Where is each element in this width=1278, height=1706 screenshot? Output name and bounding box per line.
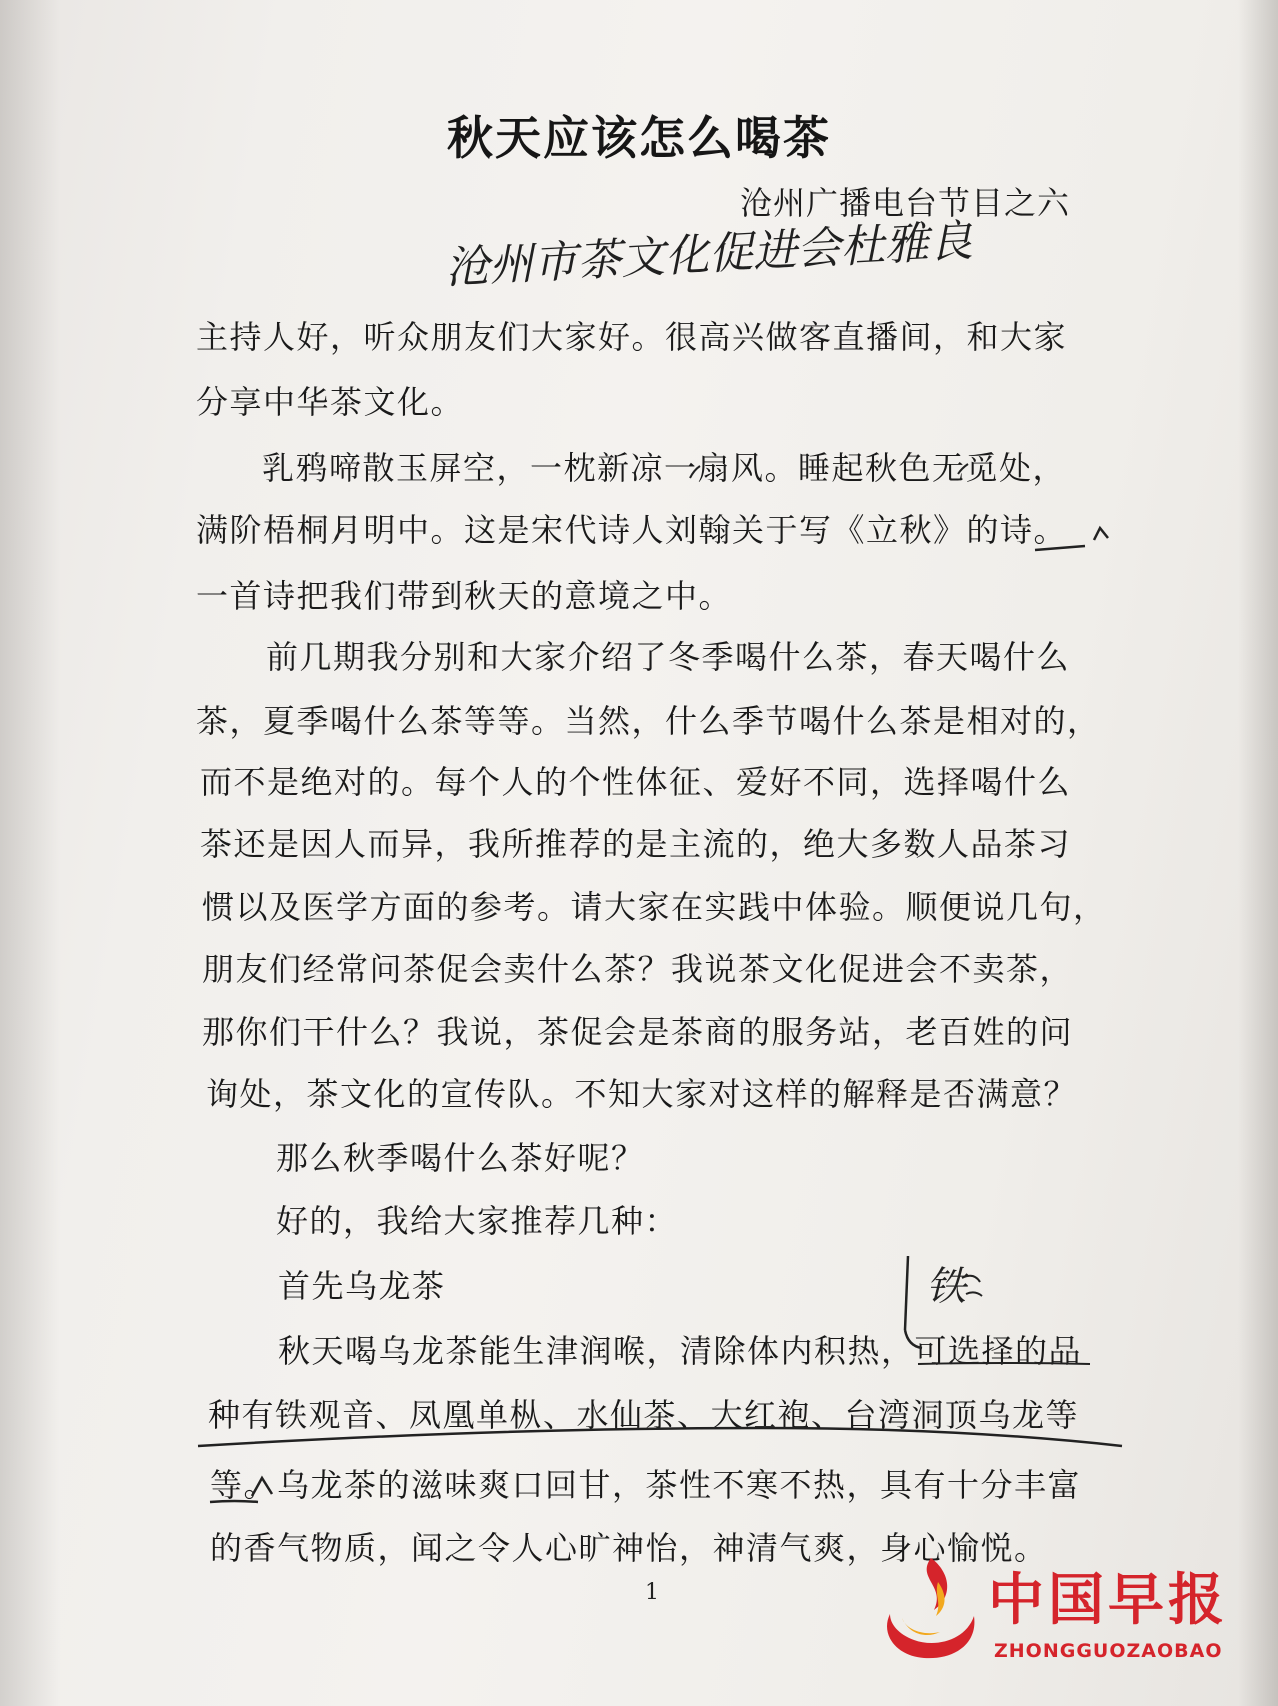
document-subtitle: 沧州广播电台节目之六 — [740, 184, 1071, 222]
body-line: 惯以及医学方面的参考。请大家在实践中体验。顺便说几句， — [202, 888, 1107, 926]
page-shadow-right — [1238, 0, 1278, 1706]
body-line: 等。乌龙茶的滋味爽口回甘，茶性不寒不热，具有十分丰富 — [210, 1466, 1082, 1504]
watermark-pinyin: ZHONGGUOZAOBAO — [994, 1640, 1223, 1662]
handwritten-author-line: 沧州市茶文化促进会杜雅良 — [443, 215, 974, 294]
body-line: 秋天喝乌龙茶能生津润喉，清除体内积热，可选择的品 — [278, 1332, 1083, 1370]
body-line: 满阶梧桐月明中。这是宋代诗人刘翰关于写《立秋》的诗。 — [196, 511, 1068, 549]
body-line: 询处，茶文化的宣传队。不知大家对这样的解释是否满意？ — [206, 1075, 1078, 1113]
watermark-logo — [876, 1548, 1256, 1688]
flame-logo-icon — [876, 1552, 986, 1664]
body-line: 茶，夏季喝什么茶等等。当然，什么季节喝什么茶是相对的， — [196, 702, 1101, 740]
body-line: 而不是绝对的。每个人的个性体征、爱好不同，选择喝什么 — [200, 763, 1072, 801]
caret-mark — [1094, 528, 1108, 540]
body-line: 朋友们经常问茶促会卖什么茶？我说茶文化促进会不卖茶， — [202, 950, 1074, 988]
body-line: 一首诗把我们带到秋天的意境之中。 — [196, 577, 733, 615]
body-line: 种有铁观音、凤凰单枞、水仙茶、大红袍、台湾洞顶乌龙等 — [208, 1396, 1080, 1434]
page-number: 1 — [645, 1580, 659, 1605]
body-line: 好的，我给大家推荐几种： — [276, 1202, 679, 1240]
document-title: 秋天应该怎么喝茶 — [447, 111, 831, 165]
body-line: 那你们干什么？我说，茶促会是茶商的服务站，老百姓的问 — [202, 1013, 1074, 1051]
handwritten-margin-note: 铁 — [926, 1264, 966, 1310]
section-heading: 首先乌龙茶 — [278, 1267, 446, 1305]
page-shadow-left — [0, 0, 60, 1706]
body-line: 的香气物质，闻之令人心旷神怡，神清气爽，身心愉悦。 — [210, 1529, 1048, 1567]
body-line: 茶还是因人而异，我所推荐的是主流的，绝大多数人品茶习 — [200, 825, 1072, 863]
body-line: 前几期我分别和大家介绍了冬季喝什么茶，春天喝什么 — [266, 638, 1071, 676]
body-line: 乳鸦啼散玉屏空，一枕新凉一扇风。睡起秋色无觅处， — [262, 449, 1067, 487]
body-line: 那么秋季喝什么茶好呢？ — [276, 1139, 645, 1177]
body-line: 主持人好，听众朋友们大家好。很高兴做客直播间，和大家 — [196, 318, 1068, 356]
watermark-name: 中国早报 — [988, 1568, 1228, 1633]
insertion-line — [905, 1256, 908, 1330]
body-line: 分享中华茶文化。 — [196, 383, 465, 421]
margin-scribble — [962, 1276, 982, 1296]
